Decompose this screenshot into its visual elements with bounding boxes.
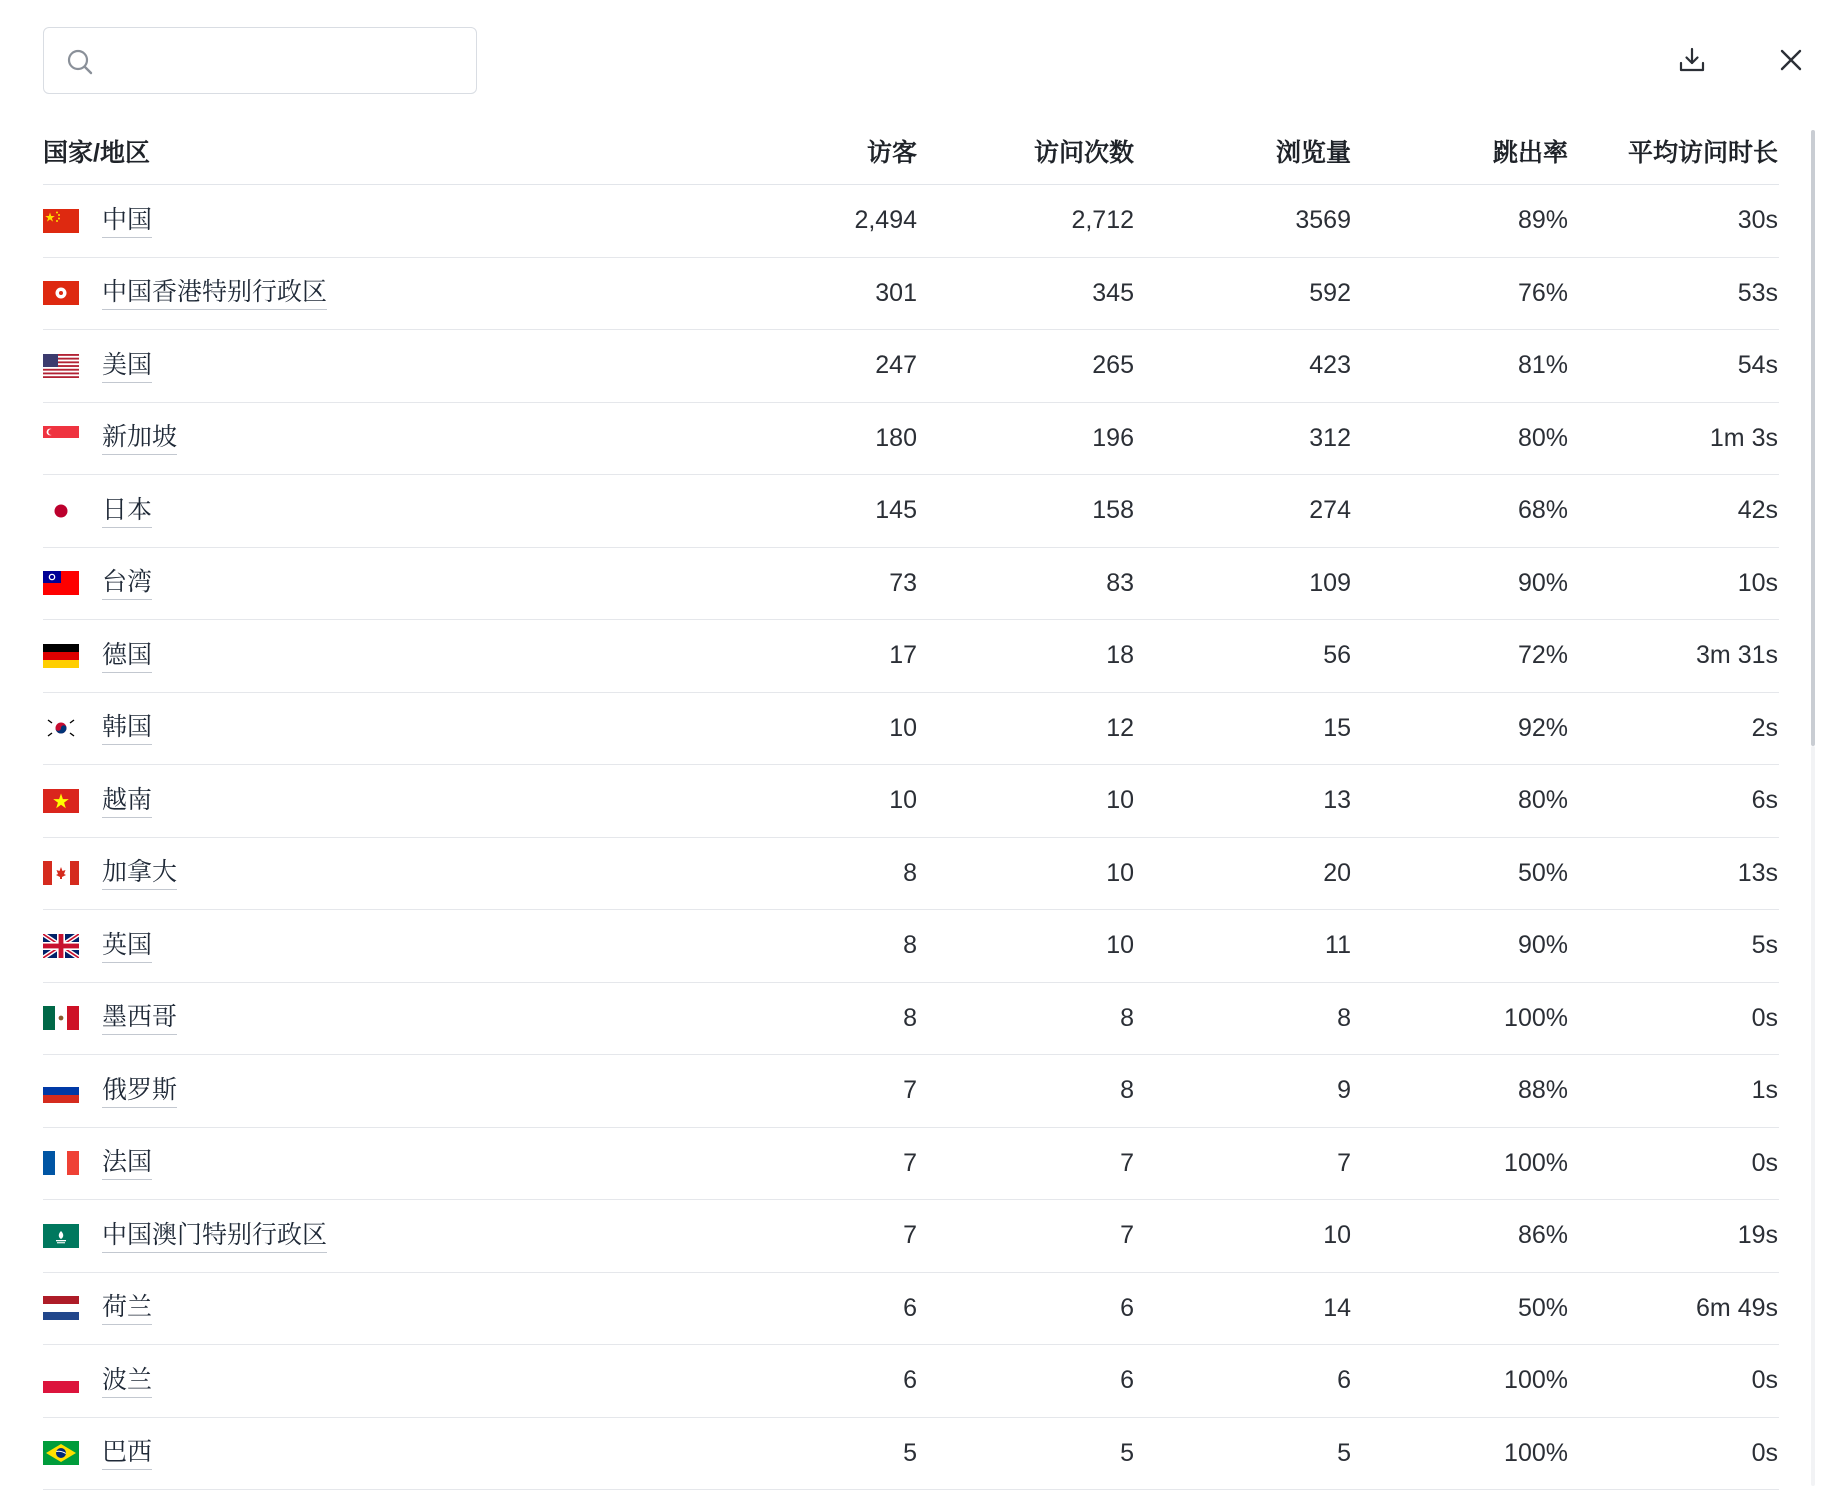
visitors-cell: 10 [889, 713, 917, 742]
country-cell [43, 1074, 700, 1108]
table-row [43, 910, 1779, 983]
country-name-link[interactable]: 越南 [102, 784, 152, 818]
views-cell: 312 [1309, 423, 1351, 452]
country-table [43, 118, 1779, 1490]
avg-duration-cell: 2s [1751, 713, 1778, 742]
table-row [43, 765, 1779, 838]
views-cell: 3569 [1295, 206, 1351, 235]
bounce-rate-cell: 81% [1517, 351, 1568, 380]
visitors-cell: 17 [889, 641, 917, 670]
country-cell [43, 1436, 700, 1470]
visits-cell: 6 [1120, 1293, 1134, 1322]
bounce-rate-cell: 90% [1517, 931, 1568, 960]
views-cell: 6 [1337, 1366, 1351, 1395]
views-cell: 13 [1323, 786, 1351, 815]
table-body [43, 185, 1779, 1490]
avg-duration-cell: 13s [1737, 858, 1778, 887]
column-header-country[interactable]: 国家/地区 [43, 139, 150, 167]
table-row [43, 475, 1779, 548]
table-row [43, 1128, 1779, 1201]
country-name-link[interactable]: 中国香港特别行政区 [102, 276, 327, 310]
visits-cell: 5 [1120, 1438, 1134, 1467]
avg-duration-cell: 1m 3s [1709, 423, 1778, 452]
search-box[interactable] [43, 27, 477, 94]
country-cell [43, 639, 700, 673]
bounce-rate-cell: 50% [1517, 1293, 1568, 1322]
table-row [43, 1200, 1779, 1273]
table-header [43, 118, 1779, 185]
visitors-cell: 180 [875, 423, 917, 452]
country-cell [43, 566, 700, 600]
visitors-cell: 7 [903, 1148, 917, 1177]
avg-duration-cell: 6m 49s [1696, 1293, 1778, 1322]
avg-duration-cell: 0s [1751, 1003, 1778, 1032]
views-cell: 274 [1309, 496, 1351, 525]
visitors-cell: 8 [903, 1003, 917, 1032]
close-button[interactable] [1769, 38, 1813, 82]
country-name-link[interactable]: 中国 [102, 204, 152, 238]
column-header-views[interactable]: 浏览量 [1275, 139, 1351, 167]
bounce-rate-cell: 88% [1517, 1076, 1568, 1105]
views-cell: 109 [1309, 568, 1351, 597]
visitors-cell: 145 [875, 496, 917, 525]
country-name-link[interactable]: 波兰 [102, 1364, 152, 1398]
visits-cell: 8 [1120, 1076, 1134, 1105]
avg-duration-cell: 3m 31s [1696, 641, 1778, 670]
visits-cell: 7 [1120, 1221, 1134, 1250]
table-row [43, 185, 1779, 258]
country-cell [43, 1291, 700, 1325]
column-header-visits[interactable]: 访问次数 [1033, 139, 1134, 167]
views-cell: 8 [1337, 1003, 1351, 1032]
kr-flag-icon [43, 716, 79, 740]
visits-cell: 196 [1092, 423, 1134, 452]
visits-cell: 158 [1092, 496, 1134, 525]
br-flag-icon [43, 1441, 79, 1465]
avg-duration-cell: 54s [1737, 351, 1778, 380]
download-button[interactable] [1670, 38, 1714, 82]
search-icon [66, 48, 94, 76]
visitors-cell: 301 [875, 278, 917, 307]
avg-duration-cell: 0s [1751, 1148, 1778, 1177]
country-cell [43, 494, 700, 528]
visits-cell: 12 [1106, 713, 1134, 742]
avg-duration-cell: 19s [1737, 1221, 1778, 1250]
country-cell [43, 204, 700, 238]
country-cell [43, 929, 700, 963]
views-cell: 10 [1323, 1221, 1351, 1250]
avg-duration-cell: 1s [1751, 1076, 1778, 1105]
column-header-visitors[interactable]: 访客 [866, 139, 917, 167]
bounce-rate-cell: 50% [1517, 858, 1568, 887]
country-name-link[interactable]: 俄罗斯 [102, 1074, 177, 1108]
country-cell [43, 421, 700, 455]
ru-flag-icon [43, 1079, 79, 1103]
visitors-cell: 7 [903, 1076, 917, 1105]
mo-flag-icon [43, 1224, 79, 1248]
country-cell [43, 276, 700, 310]
visits-cell: 8 [1120, 1003, 1134, 1032]
country-name-link[interactable]: 中国澳门特别行政区 [102, 1219, 327, 1253]
jp-flag-icon [43, 499, 79, 523]
avg-duration-cell: 6s [1751, 786, 1778, 815]
bounce-rate-cell: 92% [1517, 713, 1568, 742]
views-cell: 7 [1337, 1148, 1351, 1177]
table-row [43, 1055, 1779, 1128]
avg-duration-cell: 42s [1737, 496, 1778, 525]
country-cell [43, 711, 700, 745]
bounce-rate-cell: 89% [1517, 206, 1568, 235]
bounce-rate-cell: 100% [1504, 1003, 1568, 1032]
bounce-rate-cell: 80% [1517, 423, 1568, 452]
avg-duration-cell: 10s [1737, 568, 1778, 597]
bounce-rate-cell: 72% [1517, 641, 1568, 670]
views-cell: 56 [1323, 641, 1351, 670]
country-name-link[interactable]: 日本 [102, 494, 152, 528]
vn-flag-icon [43, 789, 79, 813]
visitors-cell: 7 [903, 1221, 917, 1250]
country-name-link[interactable]: 台湾 [102, 566, 152, 600]
country-cell [43, 1001, 700, 1035]
country-cell [43, 1219, 700, 1253]
country-name-link[interactable]: 加拿大 [102, 856, 177, 890]
country-cell [43, 1364, 700, 1398]
us-flag-icon [43, 354, 79, 378]
visits-cell: 6 [1120, 1366, 1134, 1395]
hk-flag-icon [43, 281, 79, 305]
ca-flag-icon [43, 861, 79, 885]
column-header-avg-duration[interactable]: 平均访问时长 [1627, 139, 1778, 167]
country-name-link[interactable]: 美国 [102, 349, 152, 383]
country-cell [43, 784, 700, 818]
visitors-cell: 2,494 [854, 206, 917, 235]
visitors-cell: 8 [903, 931, 917, 960]
views-cell: 5 [1337, 1438, 1351, 1467]
visits-cell: 265 [1092, 351, 1134, 380]
country-cell [43, 349, 700, 383]
bounce-rate-cell: 86% [1517, 1221, 1568, 1250]
avg-duration-cell: 5s [1751, 931, 1778, 960]
table-row [43, 1418, 1779, 1491]
cn-flag-icon [43, 209, 79, 233]
country-cell [43, 1146, 700, 1180]
table-row [43, 838, 1779, 911]
views-cell: 14 [1323, 1293, 1351, 1322]
table-row [43, 1273, 1779, 1346]
visits-cell: 18 [1106, 641, 1134, 670]
avg-duration-cell: 0s [1751, 1438, 1778, 1467]
views-cell: 15 [1323, 713, 1351, 742]
tw-flag-icon [43, 571, 79, 595]
table-row [43, 1345, 1779, 1418]
visits-cell: 345 [1092, 278, 1134, 307]
country-name-link[interactable]: 英国 [102, 929, 152, 963]
nl-flag-icon [43, 1296, 79, 1320]
visitors-cell: 6 [903, 1366, 917, 1395]
visitors-cell: 8 [903, 858, 917, 887]
bounce-rate-cell: 100% [1504, 1366, 1568, 1395]
bounce-rate-cell: 90% [1517, 568, 1568, 597]
search-input[interactable] [106, 38, 460, 84]
visits-cell: 10 [1106, 786, 1134, 815]
visits-cell: 10 [1106, 931, 1134, 960]
bounce-rate-cell: 76% [1517, 278, 1568, 307]
visitors-cell: 6 [903, 1293, 917, 1322]
bounce-rate-cell: 100% [1504, 1438, 1568, 1467]
views-cell: 20 [1323, 858, 1351, 887]
visits-cell: 7 [1120, 1148, 1134, 1177]
table-row [43, 693, 1779, 766]
country-name-link[interactable]: 法国 [102, 1146, 152, 1180]
table-row [43, 330, 1779, 403]
avg-duration-cell: 30s [1737, 206, 1778, 235]
country-name-link[interactable]: 荷兰 [102, 1291, 152, 1325]
views-cell: 592 [1309, 278, 1351, 307]
visits-cell: 83 [1106, 568, 1134, 597]
scrollbar-thumb[interactable] [1811, 130, 1815, 746]
sg-flag-icon [43, 426, 79, 450]
table-row [43, 620, 1779, 693]
table-row [43, 548, 1779, 621]
de-flag-icon [43, 644, 79, 668]
views-cell: 9 [1337, 1076, 1351, 1105]
visitors-cell: 73 [889, 568, 917, 597]
country-name-link[interactable]: 德国 [102, 639, 152, 673]
bounce-rate-cell: 80% [1517, 786, 1568, 815]
visits-cell: 2,712 [1071, 206, 1134, 235]
visitors-cell: 5 [903, 1438, 917, 1467]
country-name-link[interactable]: 新加坡 [102, 421, 177, 455]
visits-cell: 10 [1106, 858, 1134, 887]
views-cell: 423 [1309, 351, 1351, 380]
pl-flag-icon [43, 1369, 79, 1393]
bounce-rate-cell: 68% [1517, 496, 1568, 525]
avg-duration-cell: 0s [1751, 1366, 1778, 1395]
avg-duration-cell: 53s [1737, 278, 1778, 307]
gb-flag-icon [43, 934, 79, 958]
table-row [43, 258, 1779, 331]
mx-flag-icon [43, 1006, 79, 1030]
table-row [43, 983, 1779, 1056]
country-name-link[interactable]: 巴西 [102, 1436, 152, 1470]
country-cell [43, 856, 700, 890]
close-icon [1778, 47, 1804, 73]
visitors-cell: 10 [889, 786, 917, 815]
visitors-cell: 247 [875, 351, 917, 380]
views-cell: 11 [1325, 931, 1351, 960]
column-header-bounce-rate[interactable]: 跳出率 [1492, 139, 1568, 167]
country-name-link[interactable]: 墨西哥 [102, 1001, 177, 1035]
download-icon [1677, 45, 1707, 75]
country-name-link[interactable]: 韩国 [102, 711, 152, 745]
scrollbar-track[interactable] [1811, 746, 1815, 1486]
table-row [43, 403, 1779, 476]
fr-flag-icon [43, 1151, 79, 1175]
bounce-rate-cell: 100% [1504, 1148, 1568, 1177]
